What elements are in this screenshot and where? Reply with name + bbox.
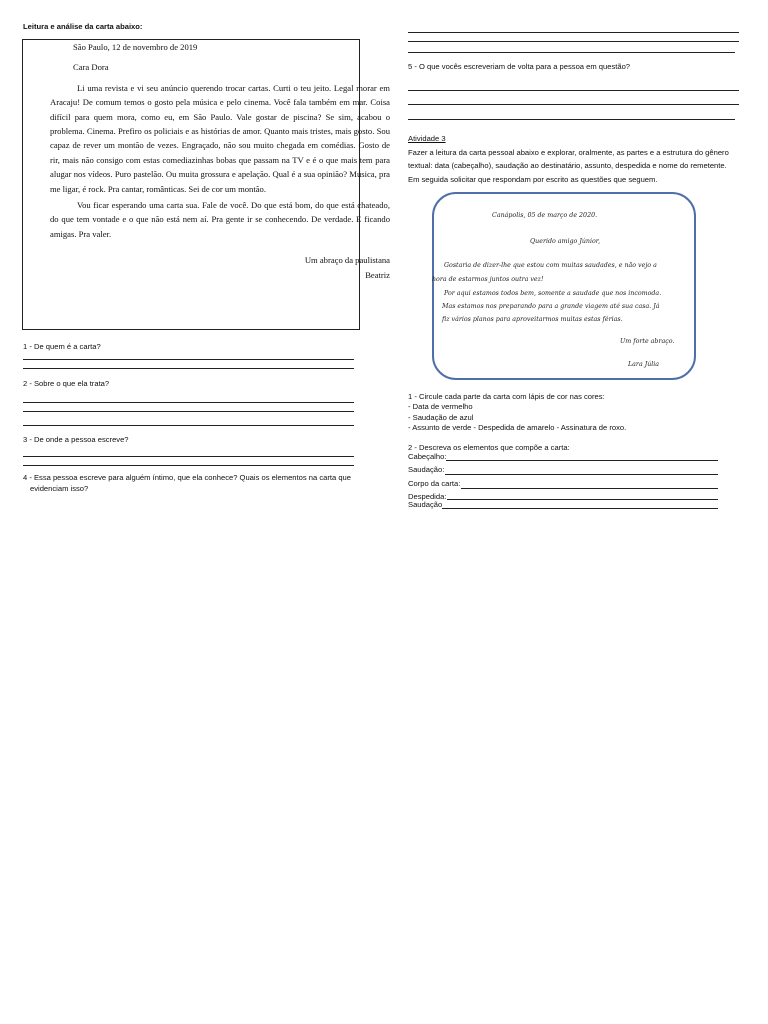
letter-box <box>22 39 390 330</box>
card-line: Gostaria de dizer-lhe que estou com muitas saudades, e não vejo a <box>444 262 657 269</box>
answer-line[interactable] <box>408 104 739 105</box>
question-2: 2 - Sobre o que ela trata? <box>23 379 110 388</box>
field-saudacao-label: Saudação: <box>408 465 445 474</box>
card-signature: Lara Júlia <box>628 361 660 368</box>
card-line: Por aqui estamos todos bem, somente a saudade que nos incomoda. <box>444 290 662 297</box>
question-1: 1 - De quem é a carta? <box>23 342 101 351</box>
card-line: fiz vários planos para aproveitarmos muitas estas férias. <box>442 316 623 323</box>
activity-line: Fazer a leitura da carta pessoal abaixo e explorar, oralmente, as partes e a estrutura do gênero <box>408 148 729 157</box>
left-heading: Leitura e análise da carta abaixo: <box>23 22 143 31</box>
field-cabecalho-line[interactable] <box>446 460 718 461</box>
card-closing: Um forte abraço. <box>620 338 675 345</box>
question-4: 4 - Essa pessoa escreve para alguém íntimo, que ela conhece? Quais os elementos na carta que <box>23 473 351 482</box>
letter-greeting: Cara Dora <box>73 62 109 73</box>
field-saudacao-line[interactable] <box>445 474 718 475</box>
answer-line[interactable] <box>23 359 354 360</box>
field-cabecalho-label: Cabeçalho: <box>408 452 447 461</box>
answer-line[interactable] <box>23 411 354 412</box>
field-corpo-label: Corpo da carta: <box>408 479 461 488</box>
q1-title: 1 - Circule cada parte da carta com lápis de cor nas cores: <box>408 392 605 401</box>
activity-line: Em seguida solicitar que respondam por escrito as questões que seguem. <box>408 174 658 184</box>
answer-line[interactable] <box>408 52 735 53</box>
field-saudacao-2-line[interactable] <box>442 508 718 509</box>
q1-item: - Saudação de azul <box>408 412 474 422</box>
letter-closing: Um abraço da paulistana <box>304 255 390 266</box>
activity-title: Atividade 3 <box>408 134 446 143</box>
right-question-1 <box>408 392 626 433</box>
field-corpo-line[interactable] <box>461 488 718 489</box>
answer-line[interactable] <box>408 32 739 33</box>
answer-line[interactable] <box>23 465 354 466</box>
letter-signature: Beatriz <box>365 269 390 280</box>
card-line: Mas estamos nos preparando para a grande viagem até sua casa. Já <box>442 303 660 310</box>
answer-line[interactable] <box>408 41 739 42</box>
question-3: 3 - De onde a pessoa escreve? <box>23 435 129 444</box>
question-5: 5 - O que vocês escreveriam de volta para a pessoa em questão? <box>408 62 631 71</box>
answer-line[interactable] <box>408 90 739 91</box>
field-saudacao-2-label: Saudação <box>408 500 443 509</box>
handwritten-letter-card <box>432 192 696 380</box>
card-line: hora de estarmos juntos outra vez! <box>432 276 544 283</box>
letter-paragraph-1: Li uma revista e vi seu anúncio querendo trocar cartas. Curti o teu jeito. Legal morar em Aracaju! De comum temos o gosto pela música e pelo cinema. Você fala também em mar. Coisa difícil para quem mora, como eu, em São Paulo. Vale gostar de piscina? Se sim, acabou o problema. Cinema. Prefiro os policiais e as histórias de amor. Quanto mais tristes, mais gosto. Sou capaz de rever um montão de vezes. Engraçado, não sou muito chegada em comédias. Gosto de rir, mais não consigo com estas comediazinhas bobas que passam na TV e é o que mais tem para alugar nos vídeos. Puro pastelão. Ou muita grossura e apelação. Qual é a sua opinião? Música, pra me ligar, é rock. Pra cantar, românticas. Sei de cor um montão. <box>50 82 390 194</box>
activity-line: textual: data (cabeçalho), saudação ao destinatário, assunto, despedida e nome do remetente. <box>408 161 727 171</box>
letter-paragraph-2: Vou ficar esperando uma carta sua. Fale de você. Do que está bom, do que está chateado, do que tem vontade e o que não está nem aí. Pra gente ir se conhecendo. De verdade. E ficando amigas. Pra valer. <box>50 200 390 239</box>
field-despedida-label: Despedida: <box>408 492 447 501</box>
q1-item: - Data de vermelho <box>408 402 473 412</box>
answer-line[interactable] <box>23 425 354 426</box>
right-question-2: 2 - Descreva os elementos que compõe a carta: <box>408 443 570 452</box>
card-date: Canápolis, 05 de março de 2020. <box>492 212 598 219</box>
answer-line[interactable] <box>23 368 354 369</box>
activity-instructions <box>408 148 748 185</box>
answer-line[interactable] <box>408 119 735 120</box>
question-4-continued: evidenciam isso? <box>30 484 89 493</box>
field-despedida-line[interactable] <box>447 499 718 500</box>
letter-content <box>50 40 390 282</box>
card-greeting: Querido amigo Júnior, <box>530 238 601 245</box>
answer-line[interactable] <box>23 402 354 403</box>
q1-item: - Assunto de verde - Despedida de amarelo - Assinatura de roxo. <box>408 422 627 432</box>
letter-date: São Paulo, 12 de novembro de 2019 <box>73 42 198 52</box>
answer-line[interactable] <box>23 456 354 457</box>
